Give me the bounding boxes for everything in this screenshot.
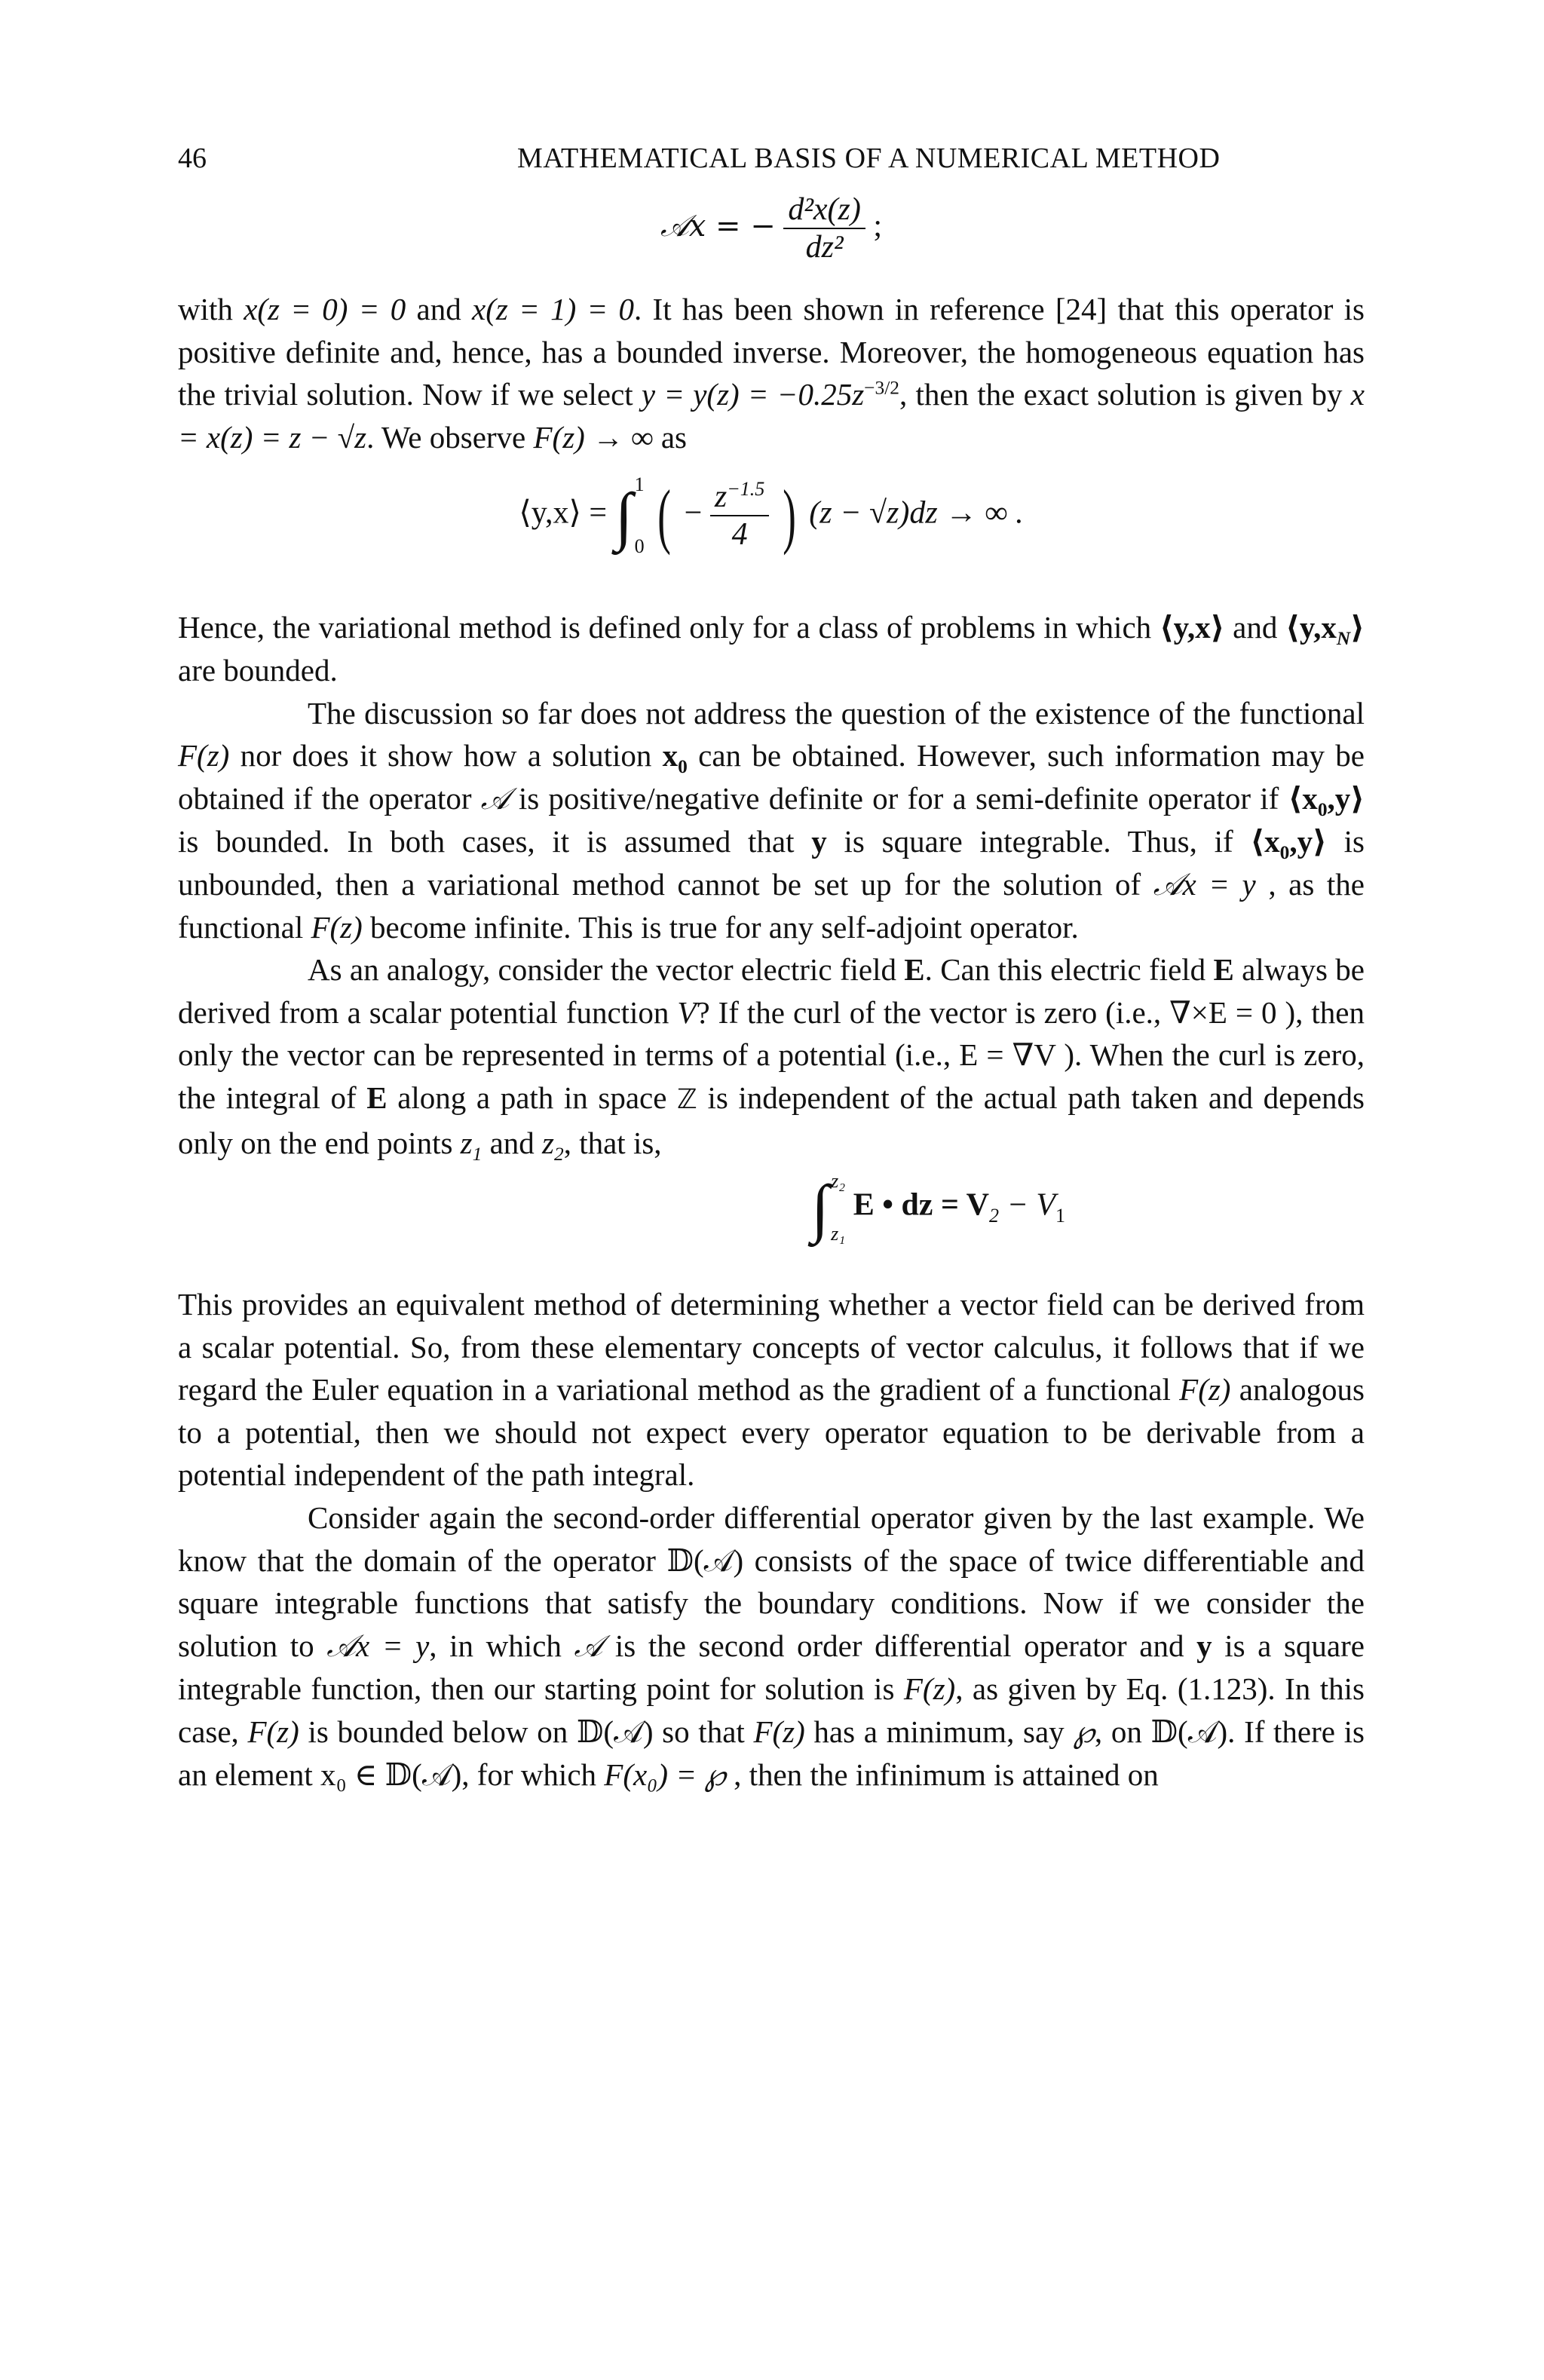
math-z1-sub: 1: [472, 1143, 482, 1165]
text-run: , then the infinimum is attained on: [725, 1757, 1159, 1792]
text-run: , on: [1094, 1714, 1151, 1750]
text-run: analogous to a potential, then we should not expect every operator equation to be derivable from a potential independent of the path integral.: [178, 1372, 1365, 1493]
text-run: , as the functional: [178, 866, 1365, 945]
text-run: is unbounded, then a variational method cannot be set up for the solution of: [178, 824, 1365, 902]
math-x0y-sub: 0: [1317, 798, 1328, 820]
text-run: Hence, the variational method is defined only for a class of problems in which: [178, 610, 1160, 645]
math-Ax-eq-y: 𝒜x = y: [326, 1628, 430, 1663]
math-x0: [662, 738, 688, 778]
eq2-fraction: [710, 479, 769, 553]
page-number: 46: [178, 142, 207, 174]
math-curl: ∇×E = 0: [1169, 994, 1277, 1030]
eq2-numerator-exponent: −1.5: [727, 478, 765, 501]
eq3-sub-1: 1: [1055, 1205, 1065, 1227]
math-x0y-base: ⟨x: [1250, 824, 1280, 859]
text-run: has a minimum, say: [804, 1714, 1074, 1750]
text-run: are bounded.: [178, 652, 338, 688]
math-y: y: [811, 824, 827, 859]
paragraph-boundary-conditions: [178, 288, 1365, 458]
math-x0y-base: ⟨x: [1288, 780, 1318, 816]
text-run: , in which: [429, 1628, 574, 1663]
math-operator: 𝒜: [480, 781, 510, 816]
text-run: Consider again the second-order differential operator given by the last example. We know that the domain of the operator: [178, 1500, 1365, 1578]
math-yxN-end: ⟩: [1350, 610, 1365, 645]
text-run: is square integrable. Thus, if: [826, 824, 1251, 859]
text-run: , as given by Eq. (1.123). In this case,: [178, 1671, 1365, 1750]
eq2-denominator: 4: [731, 517, 748, 553]
math-domain: 𝔻(𝒜): [576, 1714, 654, 1750]
eq2-close-paren: ): [782, 475, 796, 556]
eq3-minus-v: − V: [998, 1187, 1055, 1223]
math-z1-base: z: [460, 1125, 473, 1160]
eq1-denominator: dz²: [805, 230, 844, 265]
math-yxN: [1285, 610, 1365, 650]
eq2-limits: [635, 475, 645, 556]
math-functional: F(z): [753, 1714, 805, 1750]
math-x-definition: x = x(z) = z − √z: [178, 377, 1365, 455]
text-run: as: [653, 419, 687, 455]
text-run: and: [482, 1125, 543, 1160]
math-domain: 𝔻(𝒜): [1150, 1714, 1228, 1750]
text-run: can be obtained. However, such information may be obtained if the operator: [178, 738, 1365, 816]
eq3-limit-gap: [831, 1191, 845, 1224]
math-functional: F(z): [247, 1714, 299, 1750]
eq2-lower-limit: 0: [634, 535, 645, 558]
math-x0y: [1250, 824, 1327, 864]
equation-line-integral: [178, 1172, 1365, 1254]
math-bc-1: x(z = 0) = 0: [244, 292, 406, 326]
text-run: consists of the space of twice differentiable and square integrable functions that satisfy the boundary conditions. Now if we consider the solution to: [178, 1542, 1365, 1663]
math-Ax-eq-y: 𝒜x = y: [1153, 866, 1256, 902]
math-F-x0: F(x₀) = ℘: [604, 1757, 726, 1792]
text-run: and: [1224, 610, 1286, 645]
math-bc-2: x(z = 1) = 0: [472, 292, 634, 326]
eq2-numerator-base: z: [714, 479, 728, 515]
text-run: is bounded. In both cases, it is assumed that: [178, 824, 812, 859]
text-run: , then the exact solution is given by: [899, 377, 1351, 412]
math-x0y-sub: 0: [1279, 842, 1290, 864]
math-operator: 𝒜: [574, 1628, 603, 1664]
paragraph-analogy: [178, 948, 1365, 1164]
eq1-numerator: d²x(z): [783, 191, 865, 229]
text-run: The discussion so far does not address the question of the existence of the functional: [308, 695, 1365, 731]
text-run: is positive/negative definite or for a semi-definite operator if: [509, 780, 1288, 816]
text-run: and: [406, 292, 472, 326]
math-functional: F(z): [1179, 1372, 1231, 1407]
math-z1: [460, 1125, 482, 1165]
text-run: along a path in space: [387, 1080, 678, 1115]
text-run: ). When the curl is zero, the integral of: [178, 1037, 1365, 1115]
math-functional: F(z): [311, 909, 363, 945]
math-E: E: [904, 952, 925, 988]
math-y-exponent: −3/2: [864, 377, 899, 399]
eq2-limit-gap: [635, 495, 645, 537]
eq2-upper-limit: 1: [634, 473, 645, 496]
math-y-definition: y = y(z) = −0.25z: [641, 377, 865, 412]
text-run: is the second order differential operator and: [602, 1628, 1197, 1663]
paragraph-existence: [178, 692, 1365, 949]
text-run: is independent of the actual path taken and depends only on the end points: [178, 1080, 1365, 1160]
text-run: nor does it show how a solution: [229, 738, 663, 773]
eq2-open-paren: (: [657, 475, 671, 556]
math-yxN-sub: N: [1336, 628, 1351, 650]
text-run: ? If the curl of the vector is zero (i.e.,: [696, 994, 1170, 1030]
eq1-terminator: ;: [873, 208, 883, 244]
text-run: is a square integrable function, then our starting point for solution is: [178, 1628, 1365, 1707]
text-run: . Can this electric field: [924, 952, 1214, 988]
math-yx: ⟨y,x⟩: [1159, 610, 1225, 645]
eq3-upper-limit: z₂: [831, 1170, 846, 1193]
eq2-rest: (z − √z)dz → ∞ .: [809, 496, 1024, 531]
eq3-body: E • dz = V: [853, 1187, 989, 1223]
math-x0y-end: ,y⟩: [1289, 824, 1327, 859]
text-run: is bounded below on: [299, 1714, 577, 1750]
paragraph-second-order-operator: [178, 1496, 1365, 1796]
page: [178, 136, 1365, 1796]
math-x0y-end: ,y⟩: [1327, 780, 1365, 816]
text-run: . We observe: [366, 419, 534, 455]
math-y: y: [1196, 1628, 1212, 1663]
equation-operator-definition: [178, 191, 1365, 274]
text-run: , for which: [461, 1757, 605, 1792]
math-V: V: [677, 994, 697, 1030]
math-x0y: [1288, 780, 1365, 820]
math-E: E: [366, 1080, 388, 1115]
eq2-numerator: [710, 479, 769, 516]
math-Z: ℤ: [677, 1083, 697, 1115]
math-functional: F(z): [178, 738, 230, 773]
eq3-limits: [831, 1172, 845, 1244]
eq2-lhs: ⟨y,x⟩ =: [519, 496, 615, 531]
eq2-minus: −: [684, 496, 703, 531]
eq2-integral-sign: ∫: [614, 479, 633, 553]
math-x0-in-domain: x₀ ∈ 𝔻(𝒜): [320, 1757, 462, 1792]
math-functional-infinite: F(z) → ∞: [533, 419, 654, 455]
text-run: with: [178, 292, 244, 326]
math-z2: [542, 1125, 564, 1165]
text-run: so that: [653, 1714, 754, 1750]
equation-inner-product: [178, 475, 1365, 588]
text-run: . If there is an element: [178, 1714, 1365, 1792]
text-run: As an analogy, consider the vector electric field: [308, 952, 905, 988]
text-run: always be derived from a scalar potential function: [178, 952, 1365, 1030]
eq3-lower-limit: z₁: [831, 1223, 846, 1245]
math-z2-base: z: [542, 1125, 555, 1160]
text-run: ), then only the vector can be represented in terms of a potential (i.e.,: [178, 994, 1365, 1073]
math-x0-sub: 0: [678, 756, 688, 778]
paragraph-equivalent-method: [178, 1283, 1365, 1496]
math-functional: F(z): [903, 1671, 956, 1707]
math-domain: 𝔻(𝒜): [666, 1542, 744, 1578]
math-x0-base: x: [662, 738, 679, 773]
math-E: E: [1213, 952, 1234, 988]
eq1-fraction: [783, 191, 865, 266]
text-run: . It has been shown in reference [24] that this operator is positive definite and, hence, has a bounded inverse. Moreover, the homogeneous equation has the trivial solution. Now if we select: [178, 292, 1365, 412]
math-grad: E = ∇V: [959, 1037, 1056, 1073]
eq3-integral-sign: ∫: [811, 1172, 829, 1245]
math-minimum: ℘: [1073, 1714, 1095, 1750]
math-yxN-base: ⟨y,x: [1285, 610, 1337, 645]
eq1-lhs: 𝒜x = −: [660, 208, 776, 244]
page-header: [178, 136, 1365, 181]
text-run: This provides an equivalent method of determining whether a vector field can be derived from a scalar potential. So, from these elementary concepts of vector calculus, it follows that if we regard the Euler equation in a variational method as the gradient of a functional: [178, 1287, 1365, 1407]
paragraph-bounded-class: [178, 606, 1365, 691]
text-run: , that is,: [563, 1125, 662, 1160]
math-z2-sub: 2: [554, 1143, 564, 1165]
running-title: MATHEMATICAL BASIS OF A NUMERICAL METHOD: [517, 142, 1221, 174]
text-run: become infinite. This is true for any self-adjoint operator.: [362, 909, 1079, 945]
eq3-sub-2: 2: [988, 1205, 999, 1227]
